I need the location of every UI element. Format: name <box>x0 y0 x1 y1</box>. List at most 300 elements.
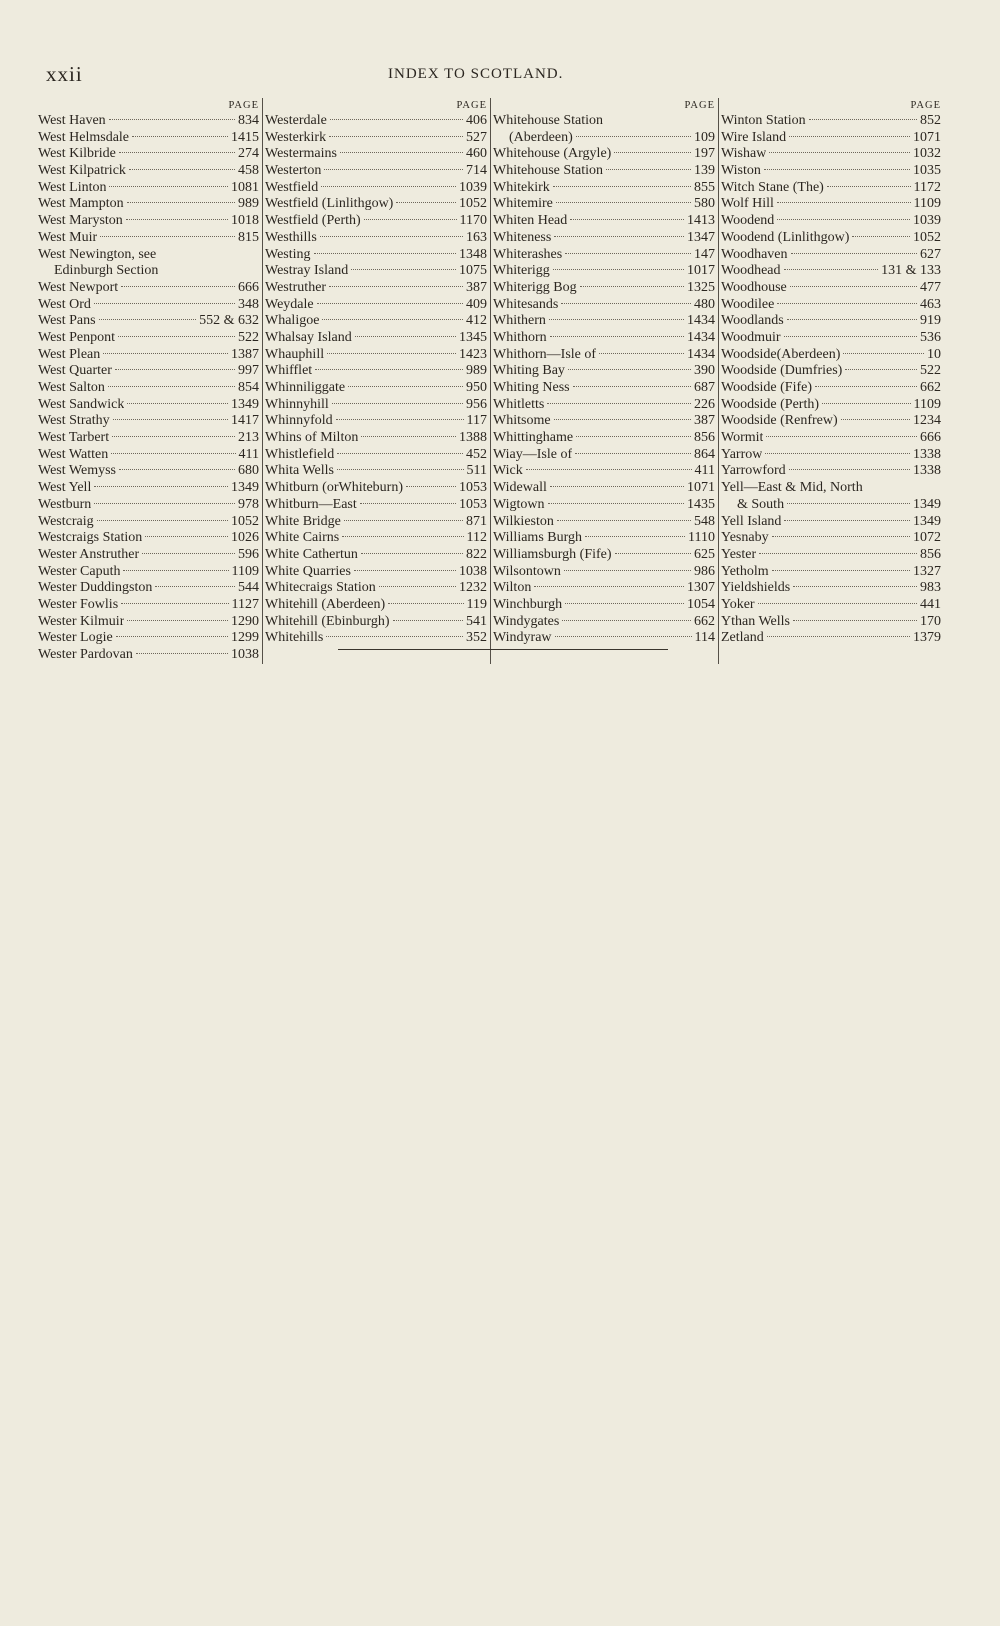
entry-place-name: West Sandwick <box>38 396 125 412</box>
entry-page-number: 1423 <box>459 346 487 362</box>
dot-leader <box>97 519 228 521</box>
index-entry <box>721 330 941 347</box>
entry-list <box>38 113 259 664</box>
entry-place-name: West Mampton <box>38 196 124 212</box>
entry-place-name: West Helmsdale <box>38 129 130 145</box>
entry-place-name: Whitehouse Station <box>493 113 604 128</box>
index-entry <box>38 196 259 213</box>
entry-page-number: 147 <box>694 246 715 262</box>
dot-leader <box>327 352 456 354</box>
dot-leader <box>777 201 911 203</box>
index-entry <box>265 163 487 180</box>
index-columns <box>36 98 944 664</box>
index-entry <box>265 297 487 314</box>
entry-page-number: 409 <box>466 296 487 312</box>
index-entry <box>38 580 259 597</box>
entry-page-number: 226 <box>694 396 715 412</box>
index-entry <box>38 247 259 264</box>
entry-place-name: West Kilpatrick <box>38 163 126 179</box>
dot-leader <box>127 619 228 621</box>
entry-place-name: Wiston <box>721 163 761 179</box>
entry-place-name: West Newington, see <box>38 246 157 262</box>
entry-place-name: West Tarbert <box>38 430 110 446</box>
entry-place-name: Widewall <box>493 480 547 496</box>
entry-page-number: 822 <box>466 546 487 562</box>
entry-place-name: Yieldshields <box>721 580 791 596</box>
entry-page-number: 458 <box>238 163 259 179</box>
entry-place-name: Yell—East & Mid, North <box>721 480 863 496</box>
entry-page-number: 10 <box>927 346 941 362</box>
entry-page-number: 1053 <box>459 480 487 496</box>
entry-page-number: 1387 <box>231 346 259 362</box>
entry-page-number: 1038 <box>231 647 259 662</box>
entry-page-number: 197 <box>694 146 715 162</box>
entry-place-name: West Quarter <box>38 363 112 379</box>
entry-page-number: 480 <box>694 296 715 312</box>
index-entry <box>721 196 941 213</box>
entry-page-number: 871 <box>466 513 487 529</box>
entry-page-number: 1434 <box>687 329 715 345</box>
entry-page-number: 1307 <box>687 580 715 596</box>
index-entry <box>265 564 487 581</box>
dot-leader <box>843 352 924 354</box>
dot-leader <box>815 385 917 387</box>
entry-place-name: Whins of Milton <box>265 430 359 446</box>
index-entry <box>38 347 259 364</box>
index-entry <box>38 564 259 581</box>
index-entry <box>493 530 715 547</box>
dot-leader <box>547 402 691 404</box>
index-entry <box>38 463 259 480</box>
entry-place-name: Wilton <box>493 580 532 596</box>
dot-leader <box>585 535 685 537</box>
entry-page-number: 997 <box>238 363 259 379</box>
entry-page-number: 1338 <box>913 446 941 462</box>
index-column-3 <box>490 98 718 664</box>
entry-place-name: Wick <box>493 463 523 479</box>
dot-leader <box>342 535 463 537</box>
entry-page-number: 163 <box>466 229 487 245</box>
index-entry <box>38 497 259 514</box>
entry-place-name: Weydale <box>265 296 314 312</box>
dot-leader <box>360 502 456 504</box>
entry-page-number: 1109 <box>913 196 941 212</box>
dot-leader <box>557 519 691 521</box>
entry-page-number: 1349 <box>231 480 259 496</box>
entry-place-name: Wester Duddingston <box>38 580 153 596</box>
column-page-heading: PAGE <box>456 100 487 111</box>
index-entry <box>721 480 941 497</box>
dot-leader <box>108 385 235 387</box>
dot-leader <box>570 218 684 220</box>
index-entry <box>493 397 715 414</box>
entry-page-number: 170 <box>920 613 941 629</box>
dot-leader <box>329 285 463 287</box>
index-entry <box>38 530 259 547</box>
dot-leader <box>351 268 456 270</box>
entry-page-number: 112 <box>466 530 487 546</box>
entry-place-name: Zetland <box>721 630 764 646</box>
entry-page-number: 815 <box>238 229 259 245</box>
index-entry <box>38 230 259 247</box>
entry-place-name: Yetholm <box>721 563 769 579</box>
entry-place-name: Woodend <box>721 213 775 229</box>
entry-page-number: 627 <box>920 246 941 262</box>
entry-place-name: Wolf Hill <box>721 196 774 212</box>
index-entry <box>493 130 715 147</box>
entry-place-name: Whinnyfold <box>265 413 333 429</box>
entry-page-number: 1325 <box>687 279 715 295</box>
dot-leader <box>784 268 879 270</box>
index-entry <box>265 347 487 364</box>
index-entry <box>721 614 941 631</box>
dot-leader <box>789 135 910 137</box>
entry-page-number: 119 <box>466 596 487 612</box>
entry-page-number: 1039 <box>913 213 941 229</box>
entry-place-name: Whiterashes <box>493 246 563 262</box>
dot-leader <box>379 585 456 587</box>
index-entry <box>721 380 941 397</box>
index-entry <box>721 463 941 480</box>
index-entry <box>721 547 941 564</box>
dot-leader <box>317 302 463 304</box>
index-entry <box>265 530 487 547</box>
dot-leader <box>548 502 684 504</box>
dot-leader <box>332 402 463 404</box>
entry-page-number: 477 <box>920 279 941 295</box>
entry-place-name: West Linton <box>38 179 107 195</box>
entry-page-number: 1052 <box>913 229 941 245</box>
index-entry <box>265 247 487 264</box>
dot-leader <box>354 569 456 571</box>
index-entry <box>493 463 715 480</box>
dot-leader <box>789 468 910 470</box>
entry-place-name: Whistlefield <box>265 446 335 462</box>
entry-place-name: Woodhouse <box>721 279 787 295</box>
index-entry <box>38 380 259 397</box>
index-entry <box>721 630 941 647</box>
dot-leader <box>576 135 691 137</box>
dot-leader <box>787 502 910 504</box>
dot-leader <box>321 185 456 187</box>
dot-leader <box>126 218 228 220</box>
index-entry <box>38 180 259 197</box>
entry-place-name: Wilsontown <box>493 563 561 579</box>
index-entry <box>265 430 487 447</box>
entry-page-number: 411 <box>694 463 715 479</box>
entry-place-name: Yell Island <box>721 513 782 529</box>
entry-place-name: Whiten Head <box>493 213 568 229</box>
entry-page-number: 855 <box>694 179 715 195</box>
dot-leader <box>550 485 684 487</box>
entry-page-number: 1081 <box>231 179 259 195</box>
entry-place-name: Whitemire <box>493 196 553 212</box>
dot-leader <box>580 285 684 287</box>
dot-leader <box>116 635 228 637</box>
entry-place-name: Wester Pardovan <box>38 647 133 662</box>
dot-leader <box>393 619 463 621</box>
column-page-heading: PAGE <box>684 100 715 111</box>
index-entry <box>493 280 715 297</box>
entry-page-number: 274 <box>238 146 259 162</box>
entry-place-name: Whitesands <box>493 296 559 312</box>
entry-page-number: 387 <box>694 413 715 429</box>
entry-page-number: 1127 <box>231 596 259 612</box>
dot-leader <box>534 585 684 587</box>
entry-place-name: West Maryston <box>38 213 123 229</box>
entry-page-number: 1327 <box>913 563 941 579</box>
dot-leader <box>329 135 463 137</box>
entry-page-number: 406 <box>466 113 487 128</box>
index-entry <box>38 297 259 314</box>
index-entry <box>493 497 715 514</box>
dot-leader <box>115 368 235 370</box>
entry-page-number: 625 <box>694 546 715 562</box>
dot-leader <box>550 335 684 337</box>
entry-page-number: 511 <box>466 463 487 479</box>
dot-leader <box>127 201 235 203</box>
entry-page-number: 348 <box>238 296 259 312</box>
entry-place-name: Edinburgh Section <box>54 263 159 279</box>
dot-leader <box>121 285 235 287</box>
dot-leader <box>364 218 457 220</box>
index-entry <box>265 313 487 330</box>
entry-page-number: 1038 <box>459 563 487 579</box>
index-entry <box>721 447 941 464</box>
entry-place-name: Woodside (Renfrew) <box>721 413 838 429</box>
dot-leader <box>562 619 691 621</box>
column-page-heading: PAGE <box>228 100 259 111</box>
dot-leader <box>568 368 691 370</box>
index-entry <box>493 263 715 280</box>
entry-place-name: Whitehouse (Argyle) <box>493 146 612 162</box>
entry-place-name: Yarrowford <box>721 463 786 479</box>
entry-page-number: 1234 <box>913 413 941 429</box>
entry-page-number: 680 <box>238 463 259 479</box>
dot-leader <box>348 385 463 387</box>
index-entry <box>493 447 715 464</box>
entry-page-number: 856 <box>920 546 941 562</box>
index-entry <box>38 363 259 380</box>
entry-place-name: Westray Island <box>265 263 349 279</box>
entry-list <box>493 113 715 647</box>
index-entry <box>265 263 487 280</box>
entry-page-number: 983 <box>920 580 941 596</box>
entry-page-number: 114 <box>694 630 715 646</box>
entry-page-number: 1170 <box>459 213 487 229</box>
entry-place-name: Whitburn (orWhiteburn) <box>265 480 404 496</box>
entry-page-number: 854 <box>238 380 259 395</box>
dot-leader <box>355 335 456 337</box>
entry-place-name: West Muir <box>38 229 98 245</box>
index-entry <box>265 363 487 380</box>
entry-place-name: Yoker <box>721 596 755 612</box>
dot-leader <box>614 151 691 153</box>
dot-leader <box>772 535 910 537</box>
entry-page-number: 117 <box>466 413 487 429</box>
dot-leader <box>136 652 228 654</box>
entry-page-number: 989 <box>466 363 487 379</box>
entry-page-number: 1338 <box>913 463 941 479</box>
entry-page-number: 352 <box>466 630 487 646</box>
index-entry <box>721 530 941 547</box>
entry-place-name: Winton Station <box>721 113 806 128</box>
entry-page-number: 1026 <box>231 530 259 546</box>
entry-place-name: Yester <box>721 546 757 562</box>
index-entry <box>721 564 941 581</box>
entry-page-number: 834 <box>238 113 259 128</box>
index-entry <box>38 597 259 614</box>
entry-page-number: 109 <box>694 129 715 145</box>
dot-leader <box>784 519 910 521</box>
index-entry <box>721 580 941 597</box>
entry-place-name: Whiteness <box>493 229 552 245</box>
entry-place-name: Wester Logie <box>38 630 113 646</box>
entry-page-number: 536 <box>920 329 941 345</box>
entry-page-number: 978 <box>238 496 259 512</box>
dot-leader <box>94 485 228 487</box>
entry-page-number: 1072 <box>913 530 941 546</box>
index-entry <box>38 547 259 564</box>
entry-place-name: Whalsay Island <box>265 329 352 345</box>
dot-leader <box>322 318 463 320</box>
index-entry <box>493 196 715 213</box>
entry-place-name: Whitehouse Station <box>493 163 604 179</box>
index-entry <box>265 330 487 347</box>
index-entry <box>265 180 487 197</box>
entry-page-number: 1071 <box>913 129 941 145</box>
entry-page-number: 1299 <box>231 630 259 646</box>
dot-leader <box>791 252 917 254</box>
entry-page-number: 548 <box>694 513 715 529</box>
dot-leader <box>119 151 235 153</box>
entry-page-number: 714 <box>466 163 487 179</box>
entry-place-name: West Salton <box>38 380 105 395</box>
entry-place-name: Whitsome <box>493 413 551 429</box>
entry-place-name: Whittinghame <box>493 430 574 446</box>
entry-place-name: White Cathertun <box>265 546 358 562</box>
dot-leader <box>787 318 917 320</box>
entry-place-name: Woodmuir <box>721 329 781 345</box>
entry-page-number: 1435 <box>687 496 715 512</box>
dot-leader <box>315 368 463 370</box>
index-entry <box>493 146 715 163</box>
entry-place-name: Whithorn—Isle of <box>493 346 597 362</box>
index-entry <box>265 230 487 247</box>
dot-leader <box>599 352 684 354</box>
entry-page-number: 1053 <box>459 496 487 512</box>
index-entry <box>721 413 941 430</box>
entry-place-name: Whitehills <box>265 630 324 646</box>
entry-page-number: 1109 <box>913 396 941 412</box>
index-entry <box>265 146 487 163</box>
entry-page-number: 1018 <box>231 213 259 229</box>
entry-place-name: West Kilbride <box>38 146 116 162</box>
entry-place-name: & South <box>737 496 785 512</box>
index-entry <box>265 514 487 531</box>
dot-leader <box>123 569 228 571</box>
entry-page-number: 387 <box>466 279 487 295</box>
dot-leader <box>576 435 691 437</box>
entry-page-number: 989 <box>238 196 259 212</box>
dot-leader <box>764 168 910 170</box>
entry-place-name: White Cairns <box>265 530 340 546</box>
entry-place-name: Whauphill <box>265 346 325 362</box>
dot-leader <box>155 585 235 587</box>
entry-place-name: Whinnyhill <box>265 396 329 412</box>
dot-leader <box>793 585 917 587</box>
dot-leader <box>324 168 463 170</box>
entry-place-name: Whitletts <box>493 396 545 412</box>
entry-place-name: West Wemyss <box>38 463 116 479</box>
index-entry <box>493 547 715 564</box>
dot-leader <box>554 418 691 420</box>
index-entry <box>38 480 259 497</box>
index-entry <box>721 213 941 230</box>
entry-page-number: 1349 <box>231 396 259 412</box>
entry-place-name: West Ord <box>38 296 91 312</box>
entry-page-number: 544 <box>238 580 259 596</box>
dot-leader <box>132 135 228 137</box>
index-entry <box>38 630 259 647</box>
entry-page-number: 1039 <box>459 179 487 195</box>
dot-leader <box>94 302 235 304</box>
entry-place-name: Wester Caputh <box>38 563 121 579</box>
entry-page-number: 1052 <box>231 513 259 529</box>
entry-place-name: Winchburgh <box>493 596 563 612</box>
entry-place-name: Westerkirk <box>265 129 327 145</box>
index-entry <box>493 564 715 581</box>
entry-place-name: White Bridge <box>265 513 341 529</box>
index-entry <box>38 430 259 447</box>
dot-leader <box>606 168 691 170</box>
index-entry <box>721 263 941 280</box>
dot-leader <box>145 535 228 537</box>
index-entry <box>721 313 941 330</box>
index-column-1 <box>36 98 262 664</box>
entry-page-number: 1017 <box>687 263 715 279</box>
entry-page-number: 580 <box>694 196 715 212</box>
entry-place-name: Wishaw <box>721 146 767 162</box>
dot-leader <box>406 485 456 487</box>
entry-page-number: 956 <box>466 396 487 412</box>
index-entry <box>721 180 941 197</box>
entry-place-name: Woodhead <box>721 263 781 279</box>
index-entry <box>721 514 941 531</box>
entry-place-name: Wormit <box>721 430 764 446</box>
entry-page-number: 950 <box>466 380 487 395</box>
dot-leader <box>396 201 456 203</box>
index-entry <box>38 213 259 230</box>
entry-place-name: Woodend (Linlithgow) <box>721 229 850 245</box>
entry-place-name: West Penpont <box>38 329 116 345</box>
entry-page-number: 1415 <box>231 129 259 145</box>
end-rule <box>338 649 668 650</box>
index-entry <box>493 597 715 614</box>
entry-page-number: 1434 <box>687 346 715 362</box>
index-entry <box>38 397 259 414</box>
index-entry <box>265 397 487 414</box>
entry-page-number: 662 <box>920 380 941 395</box>
dot-leader <box>575 452 691 454</box>
entry-page-number: 452 <box>466 446 487 462</box>
entry-page-number: 1413 <box>687 213 715 229</box>
dot-leader <box>758 602 917 604</box>
entry-page-number: 1110 <box>688 530 715 546</box>
index-entry <box>265 113 487 130</box>
index-entry <box>265 213 487 230</box>
entry-page-number: 1075 <box>459 263 487 279</box>
